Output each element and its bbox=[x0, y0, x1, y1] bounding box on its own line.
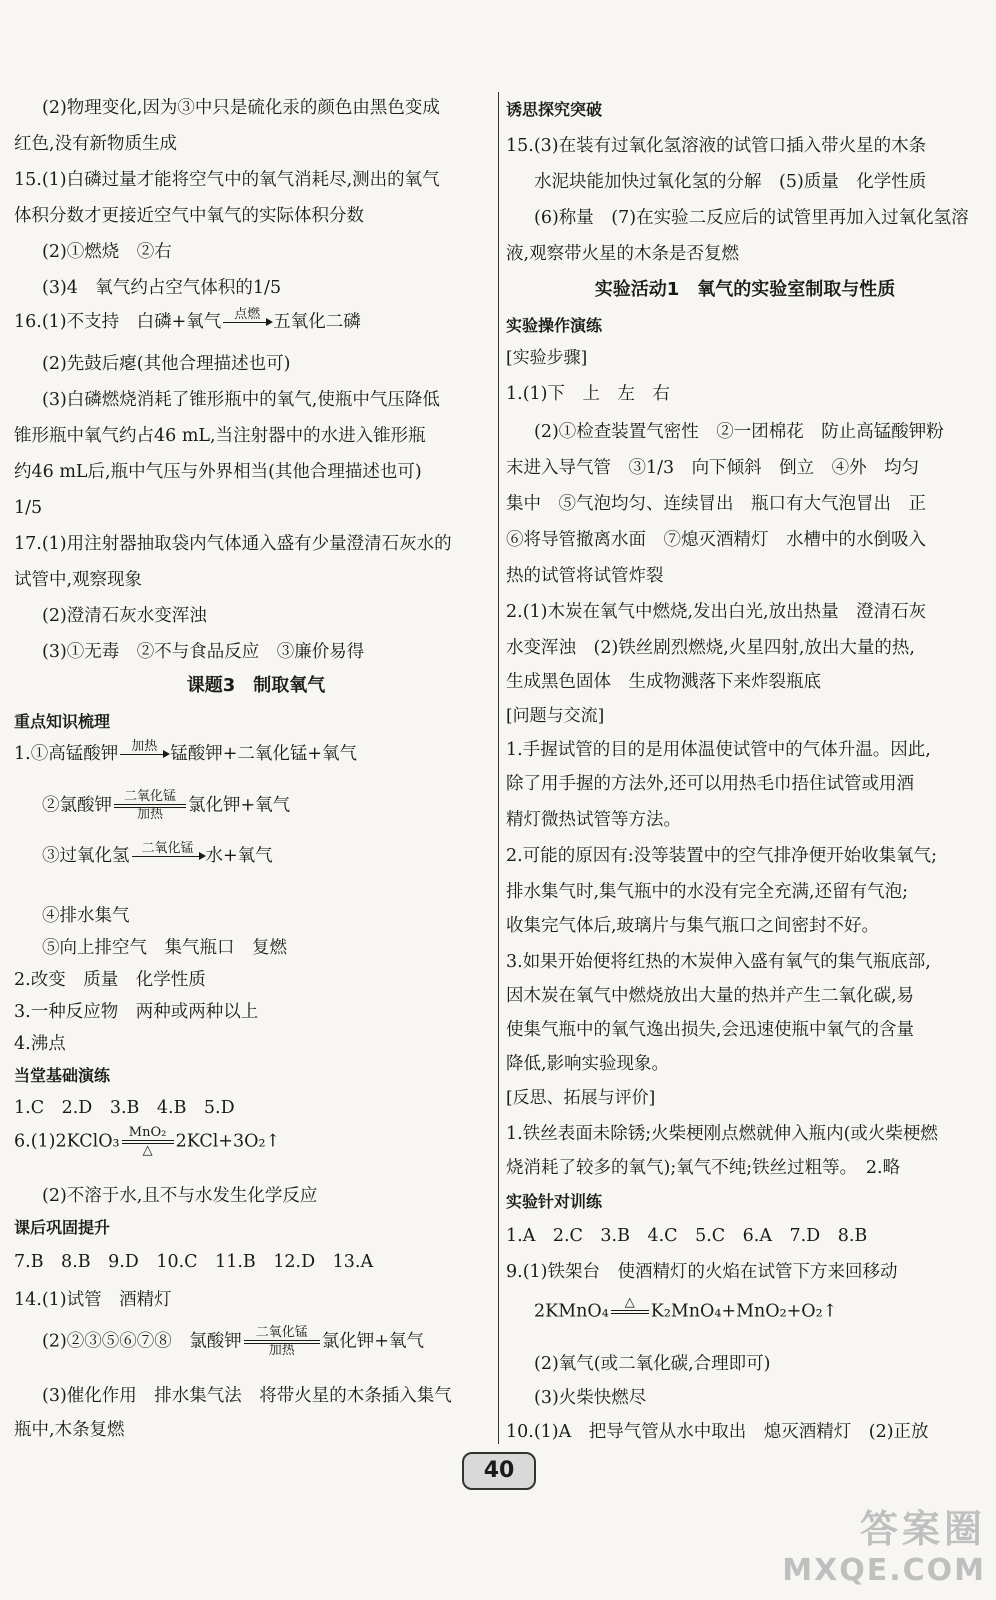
section-title: 实验活动1 氧气的实验室制取与性质 bbox=[594, 279, 896, 300]
text-line: (3)火柴快燃尽 bbox=[534, 1388, 647, 1408]
equation-reactants: ③过氧化氢 bbox=[42, 846, 130, 866]
text-line: 精灯微热试管等方法。 bbox=[506, 810, 681, 830]
equation-products: 2KCl+3O₂↑ bbox=[175, 1131, 281, 1152]
text-line: 锥形瓶中氧气约占46 mL,当注射器中的水进入锥形瓶 bbox=[14, 426, 426, 446]
text-line: 1.铁丝表面未除锈;火柴梗刚点燃就伸入瓶内(或火柴梗燃 bbox=[506, 1124, 938, 1144]
section-heading: 诱思探究突破 bbox=[506, 100, 603, 119]
text-line: 水泥块能加快过氧化氢的分解 (5)质量 化学性质 bbox=[534, 172, 927, 192]
text-line: 收集完气体后,玻璃片与集气瓶口之间密封不好。 bbox=[506, 916, 880, 936]
equation-reactants: 1.①高锰酸钾 bbox=[14, 744, 119, 764]
section-heading: 重点知识梳理 bbox=[14, 712, 111, 731]
text-line: 15.(3)在装有过氧化氢溶液的试管口插入带火星的木条 bbox=[506, 136, 927, 156]
equation-line bbox=[14, 842, 273, 871]
text-line: 末进入导气管 ③1/3 向下倾斜 倒立 ④外 均匀 bbox=[506, 458, 920, 478]
section-heading: 实验操作演练 bbox=[506, 316, 603, 335]
text-line: 15.(1)白磷过量才能将空气中的氧气消耗尽,测出的氧气 bbox=[14, 170, 440, 190]
text-line: 使集气瓶中的氧气逸出损失,会迅速使瓶中氧气的含量 bbox=[506, 1020, 915, 1040]
text-line: 1.(1)下 上 左 右 bbox=[506, 384, 670, 404]
text-line: 水变浑浊 (2)铁丝剧烈燃烧,火星四射,放出大量的热, bbox=[506, 638, 915, 658]
equation-products: K₂MnO₄+MnO₂+O₂↑ bbox=[650, 1301, 838, 1322]
text-line: 10.(1)A 把导气管从水中取出 熄灭酒精灯 (2)正放 bbox=[506, 1422, 929, 1442]
section-heading: 实验针对训练 bbox=[506, 1192, 603, 1211]
text-line: 液,观察带火星的木条是否复燃 bbox=[506, 244, 740, 264]
equation-products: 氯化钾+氧气 bbox=[321, 1331, 424, 1352]
text-line: 降低,影响实验现象。 bbox=[506, 1054, 670, 1074]
text-line: 试管中,观察现象 bbox=[14, 570, 143, 590]
text-line: 3.一种反应物 两种或两种以上 bbox=[14, 1002, 259, 1022]
equation-line bbox=[14, 1126, 280, 1158]
subsection-label: [反思、拓展与评价] bbox=[506, 1088, 656, 1108]
text-line: (2)氧气(或二氧化碳,合理即可) bbox=[534, 1354, 771, 1374]
text-line: 1/5 bbox=[14, 498, 43, 518]
text-line: 集中 ⑤气泡均匀、连续冒出 瓶口有大气泡冒出 正 bbox=[506, 494, 926, 514]
equation-reactants: 16.(1)不支持 白磷+氧气 bbox=[14, 312, 222, 332]
text-line: ⑥将导管撤离水面 ⑦熄灭酒精灯 水槽中的水倒吸入 bbox=[506, 530, 926, 550]
text-line: (3)4 氧气约占空气体积的1/5 bbox=[42, 278, 282, 298]
subsection-label: [实验步骤] bbox=[506, 348, 588, 368]
equation-reactants: ②氯酸钾 bbox=[42, 795, 112, 816]
equation-line bbox=[14, 740, 357, 769]
text-line: ⑤向上排空气 集气瓶口 复燃 bbox=[42, 938, 287, 958]
reaction-condition: MnO₂ bbox=[128, 1125, 167, 1140]
text-line: 1.A 2.C 3.B 4.C 5.C 6.A 7.D 8.B bbox=[506, 1226, 868, 1246]
text-line: 约46 mL后,瓶中气压与外界相当(其他合理描述也可) bbox=[14, 462, 422, 482]
text-line: (3)白磷燃烧消耗了锥形瓶中的氧气,使瓶中气压降低 bbox=[42, 390, 440, 410]
text-line: (2)澄清石灰水变浑浊 bbox=[42, 606, 207, 626]
equation-line bbox=[14, 1326, 424, 1358]
text-line: (2)①检查装置气密性 ②一团棉花 防止高锰酸钾粉 bbox=[534, 422, 944, 442]
text-line: 4.沸点 bbox=[14, 1034, 66, 1054]
column-divider bbox=[498, 92, 499, 1444]
text-line: 排水集气时,集气瓶中的水没有完全充满,还留有气泡; bbox=[506, 882, 909, 902]
page-number: 40 bbox=[462, 1452, 536, 1490]
text-line: 体积分数才更接近空气中氧气的实际体积分数 bbox=[14, 206, 364, 226]
text-line: 热的试管将试管炸裂 bbox=[506, 566, 664, 586]
text-line: (2)先鼓后瘪(其他合理描述也可) bbox=[42, 354, 291, 374]
equation-products: 五氧化二磷 bbox=[273, 312, 361, 332]
text-line: 7.B 8.B 9.D 10.C 11.B 12.D 13.A bbox=[14, 1252, 374, 1272]
equation-products: 锰酸钾+二氧化锰+氧气 bbox=[170, 744, 358, 764]
reaction-arrow bbox=[611, 1296, 649, 1328]
reaction-arrow bbox=[223, 308, 271, 337]
text-line: 瓶中,木条复燃 bbox=[14, 1420, 125, 1440]
reaction-arrow bbox=[114, 790, 186, 822]
reaction-arrow bbox=[122, 1126, 174, 1158]
text-line: 烧消耗了较多的氧气);氧气不纯;铁丝过粗等。 2.略 bbox=[506, 1158, 901, 1178]
reaction-condition: 二氧化锰 bbox=[141, 841, 194, 856]
text-line: 2.可能的原因有:没等装置中的空气排净便开始收集氧气; bbox=[506, 846, 937, 866]
text-line: (3)催化作用 排水集气法 将带火星的木条插入集气 bbox=[42, 1386, 452, 1406]
text-line: 2.改变 质量 化学性质 bbox=[14, 970, 206, 990]
text-line: 生成黑色固体 生成物溅落下来炸裂瓶底 bbox=[506, 672, 821, 692]
text-line: 除了用手握的方法外,还可以用热毛巾捂住试管或用酒 bbox=[506, 774, 915, 794]
text-line: 14.(1)试管 酒精灯 bbox=[14, 1290, 172, 1310]
equation-line bbox=[506, 1296, 837, 1328]
text-line: (2)物理变化,因为③中只是硫化汞的颜色由黑色变成 bbox=[42, 98, 440, 118]
equation-products: 氯化钾+氧气 bbox=[188, 795, 291, 816]
reaction-arrow bbox=[244, 1326, 320, 1358]
text-line: (2)不溶于水,且不与水发生化学反应 bbox=[42, 1186, 318, 1206]
reaction-condition: △ bbox=[142, 1143, 153, 1158]
reaction-arrow bbox=[120, 740, 168, 769]
subsection-label: [问题与交流] bbox=[506, 706, 605, 726]
equation-reactants: 2KMnO₄ bbox=[534, 1301, 609, 1322]
text-line: 红色,没有新物质生成 bbox=[14, 134, 178, 154]
section-heading: 课后巩固提升 bbox=[14, 1218, 111, 1237]
text-line: 因木炭在氧气中燃烧放出大量的热并产生二氧化碳,易 bbox=[506, 986, 915, 1006]
text-line: 17.(1)用注射器抽取袋内气体通入盛有少量澄清石灰水的 bbox=[14, 534, 452, 554]
reaction-condition: 加热 bbox=[136, 807, 163, 822]
watermark-logo bbox=[782, 1498, 986, 1588]
section-heading: 当堂基础演练 bbox=[14, 1066, 111, 1085]
equation-line bbox=[14, 790, 290, 822]
equation-reactants: (2)②③⑤⑥⑦⑧ 氯酸钾 bbox=[42, 1331, 242, 1352]
watermark-cn: 答案圈 bbox=[859, 1507, 986, 1551]
equation-products: 水+氧气 bbox=[205, 846, 273, 866]
text-line: ④排水集气 bbox=[42, 906, 130, 926]
text-line: 1.C 2.D 3.B 4.B 5.D bbox=[14, 1098, 235, 1118]
text-line: 1.手握试管的目的是用体温使试管中的气体升温。因此, bbox=[506, 740, 931, 760]
text-line: 9.(1)铁架台 使酒精灯的火焰在试管下方来回移动 bbox=[506, 1262, 898, 1282]
reaction-arrow bbox=[132, 842, 204, 871]
reaction-condition: △ bbox=[624, 1295, 635, 1310]
text-line: 2.(1)木炭在氧气中燃烧,发出白光,放出热量 澄清石灰 bbox=[506, 602, 927, 622]
text-line: (2)①燃烧 ②右 bbox=[42, 242, 172, 262]
section-title: 课题3 制取氧气 bbox=[186, 675, 326, 696]
equation-reactants: 6.(1)2KClO₃ bbox=[14, 1131, 120, 1152]
text-line: (6)称量 (7)在实验二反应后的试管里再加入过氧化氢溶 bbox=[534, 208, 969, 228]
equation-line bbox=[14, 308, 361, 337]
reaction-condition: 点燃 bbox=[234, 307, 261, 322]
reaction-condition: 二氧化锰 bbox=[255, 1325, 308, 1340]
text-line: 3.如果开始便将红热的木炭伸入盛有氧气的集气瓶底部, bbox=[506, 952, 931, 972]
text-line: (3)①无毒 ②不与食品反应 ③廉价易得 bbox=[42, 642, 365, 662]
reaction-condition: 二氧化锰 bbox=[123, 789, 176, 804]
reaction-condition: 加热 bbox=[268, 1343, 295, 1358]
watermark-en: MXQE.COM bbox=[782, 1553, 986, 1588]
reaction-condition: 加热 bbox=[131, 739, 158, 754]
